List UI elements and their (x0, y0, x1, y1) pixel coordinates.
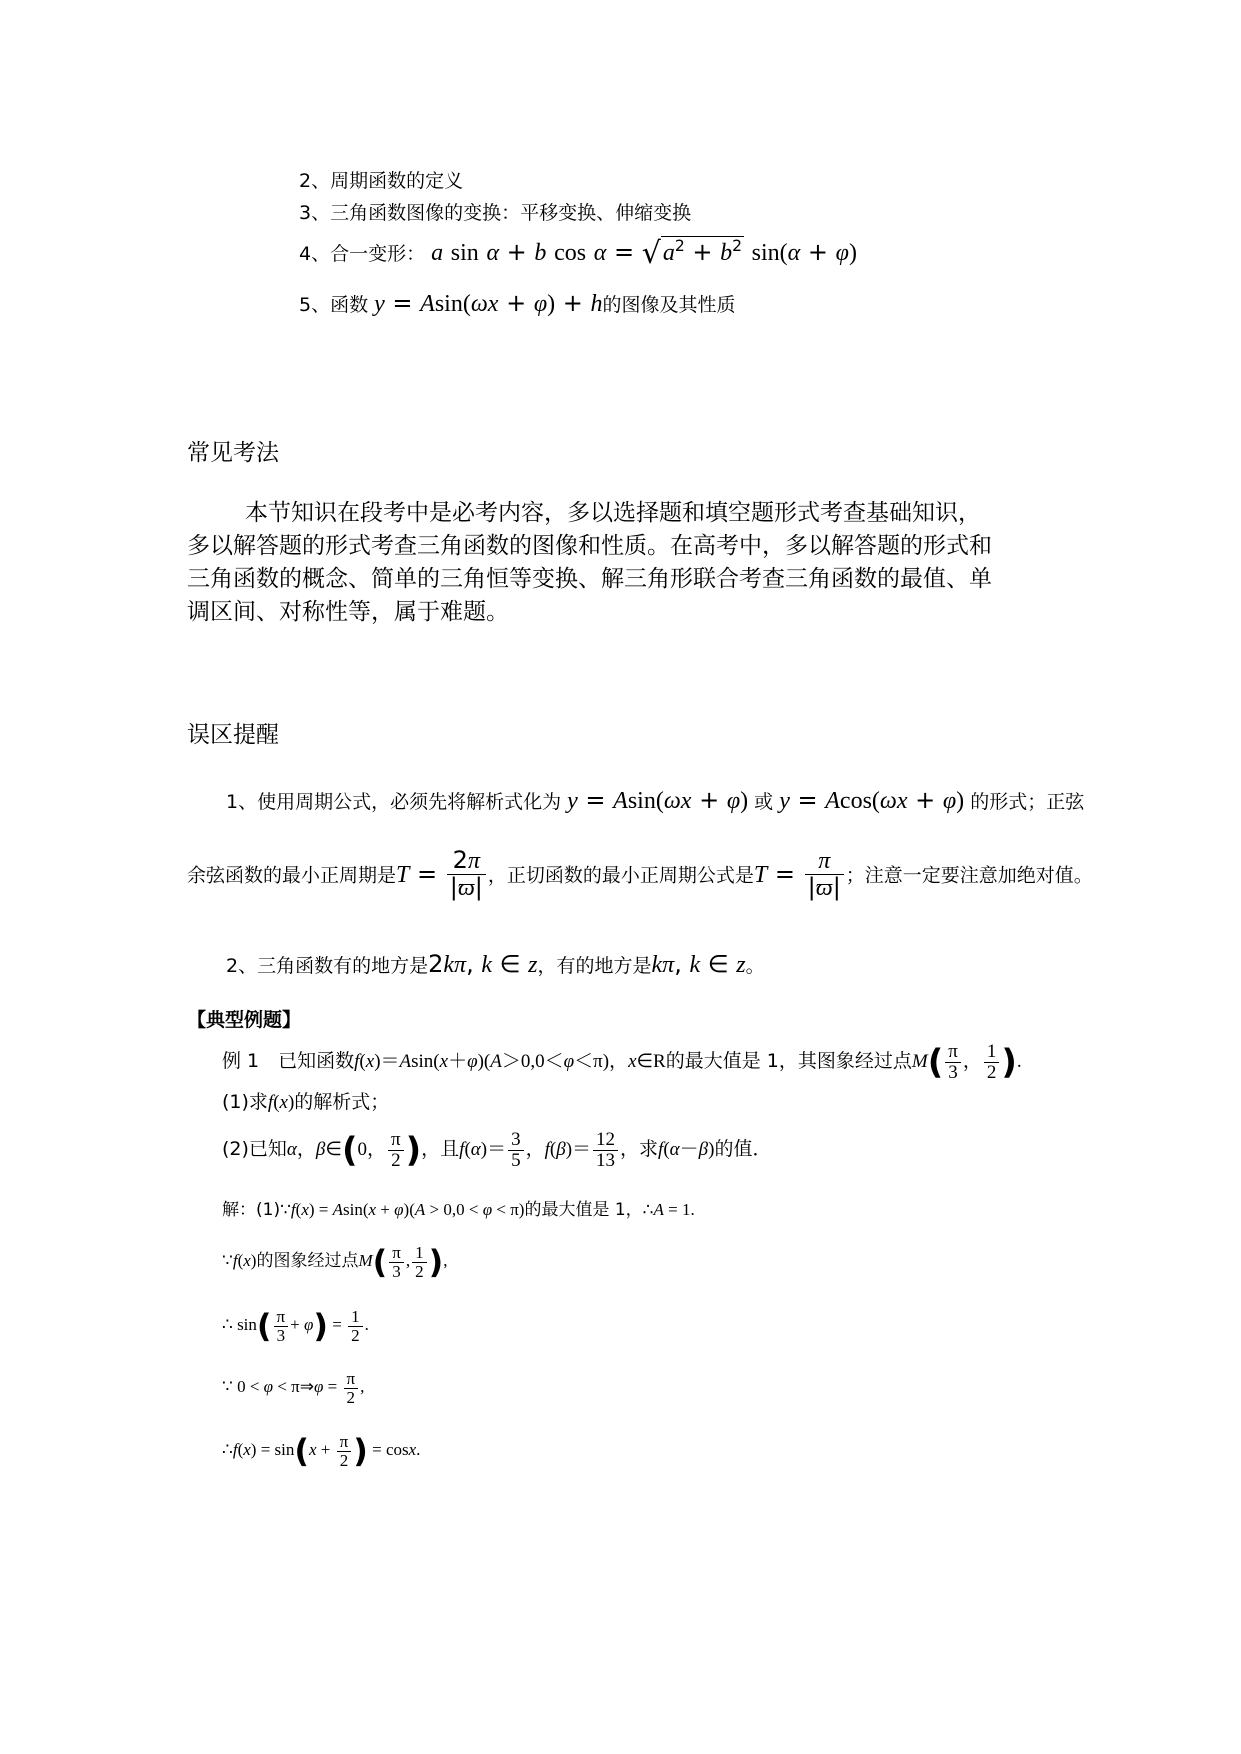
solution-line-4 (222, 1370, 364, 1407)
mistake-2 (226, 950, 765, 979)
k-pi: kπ, k ∈ z (651, 950, 746, 978)
mistake-1-line-2 (187, 848, 1093, 901)
question-2-label: (2)已知 (222, 1137, 287, 1160)
mistake-2-text-b: ，有的地方是 (537, 955, 652, 977)
section-heading-exam: 常见考法 (187, 440, 279, 466)
mistake-1-line-1 (226, 786, 1084, 815)
exam-paragraph-line-2: 多以解答题的形式考查三角函数的图像和性质。在高考中，多以解答题的形式和 (187, 533, 992, 559)
mistake-1b-text-a: 余弦函数的最小正周期是 (187, 864, 397, 887)
solution-2-function: f(x) (232, 1250, 257, 1270)
question-2-domain: α，β∈(0， $\frac{\pi}{2}$ ) (286, 1129, 422, 1171)
review-item-5-suffix: 的图像及其性质 (602, 294, 736, 316)
question-2-values: f(α)＝ $\frac{3}{5}$ ，f(β)＝ $\frac{12}{13}$ (459, 1139, 620, 1160)
review-item-5 (299, 289, 736, 318)
mistake-1-text-a: 1、使用周期公式，必须先将解析式化为 (226, 791, 562, 813)
examples-heading: 【典型例题】 (187, 1009, 302, 1031)
exam-paragraph-line-3: 三角函数的概念、简单的三角恒等变换、解三角形联合考查三角函数的最值、单 (187, 566, 992, 592)
question-1-label: (1)求 (222, 1091, 268, 1113)
sine-form: y = Asin(ωx + φ) (567, 786, 749, 814)
mistake-2-text-a: 2、三角函数有的地方是 (226, 955, 429, 977)
tan-period-formula: T = $\frac{\pi}{|ϖ|}$ (754, 860, 846, 888)
question-1 (222, 1087, 389, 1114)
solution-function: f(x) = Asin(x + φ)(A > 0,0 < φ < π) (290, 1200, 525, 1219)
example-1-function: f(x)＝Asin(x＋φ)(A＞0,0＜φ＜π)，x∈R (354, 1050, 666, 1072)
mistake-1-or: 或 (754, 791, 774, 813)
question-2-ask: ，求 (620, 1137, 659, 1160)
solution-2-point: M( $\frac{\pi}{3}$ , $\frac{1}{2}$ ), (358, 1242, 448, 1281)
review-item-5-label: 5、函数 (299, 294, 369, 316)
question-2-suffix: 的值． (714, 1137, 772, 1160)
exam-paragraph-line-4: 调区间、对称性等，属于难题。 (187, 599, 509, 625)
solution-result-a: A = 1. (653, 1200, 695, 1219)
solution-label: 解：(1)∵ (222, 1200, 291, 1220)
question-2-target: f(α－β) (658, 1138, 715, 1160)
solution-4-equation: ∵ 0 < φ < π⇒φ = $\frac{\pi}{2}$ , (222, 1369, 365, 1407)
example-1-label: 例 1 已知函数 (222, 1049, 355, 1072)
section-heading-mistakes: 误区提醒 (187, 722, 279, 748)
solution-3-equation: ∴ sin( $\frac{\pi}{3}$ + φ) = $\frac{1}{2}$ . (222, 1306, 369, 1345)
two-k-pi: 2kπ, k ∈ z (428, 950, 538, 978)
solution-mid: 的最大值是 1，∴ (524, 1200, 654, 1220)
review-item-4-label: 4、合一变形： (299, 243, 426, 265)
mistake-2-text-c: 。 (745, 955, 765, 977)
example-1-mid: 的最大值是 1，其图象经过点 (665, 1049, 912, 1072)
mistake-1b-text-c: ；注意一定要注意加绝对值。 (845, 864, 1093, 887)
question-2-and: ，且 (421, 1137, 460, 1160)
sinusoid-formula: y = Asin(ωx + φ) + h (374, 289, 603, 317)
mistake-1-text-b: 的形式；正弦 (970, 791, 1085, 813)
review-item-4 (299, 236, 857, 271)
exam-paragraph-line-1: 本节知识在段考中是必考内容，多以选择题和填空题形式考查基础知识， (245, 500, 981, 526)
question-1-function: f(x) (267, 1092, 295, 1113)
solution-line-2: ∵f(x)的图象经过点M( $\frac{\pi}{3}$ , $\frac{1}{2}$ ), (222, 1242, 448, 1281)
mistake-1b-text-b: ，正切函数的最小正周期公式是 (487, 864, 754, 887)
solution-2-mid: 的图象经过点 (256, 1250, 359, 1271)
example-1-statement (222, 1042, 1022, 1083)
sin-cos-period-formula: T = $\frac{2\pi}{|ϖ|}$ (396, 860, 488, 888)
question-2 (222, 1130, 771, 1171)
solution-line-1 (222, 1195, 695, 1220)
solution-line-5 (222, 1432, 420, 1470)
question-1-suffix: 的解析式； (294, 1091, 390, 1113)
review-item-3: 3、三角函数图像的变换：平移变换、伸缩变换 (299, 202, 692, 224)
solution-5-equation: ∴f(x) = sin(x + $\frac{\pi}{2}$ ) = cosx. (222, 1431, 421, 1470)
review-item-2: 2、周期函数的定义 (299, 170, 464, 192)
example-1-point: M( $\frac{\pi}{3}$ ， $\frac{1}{2}$ ). (911, 1041, 1022, 1083)
auxiliary-angle-formula: a sin α + b $\cos \alpha = √a^2 + b^2$ sin(α + φ) (431, 236, 857, 271)
cosine-form: y = Acos(ωx + φ) (779, 786, 965, 814)
solution-line-3 (222, 1307, 369, 1345)
